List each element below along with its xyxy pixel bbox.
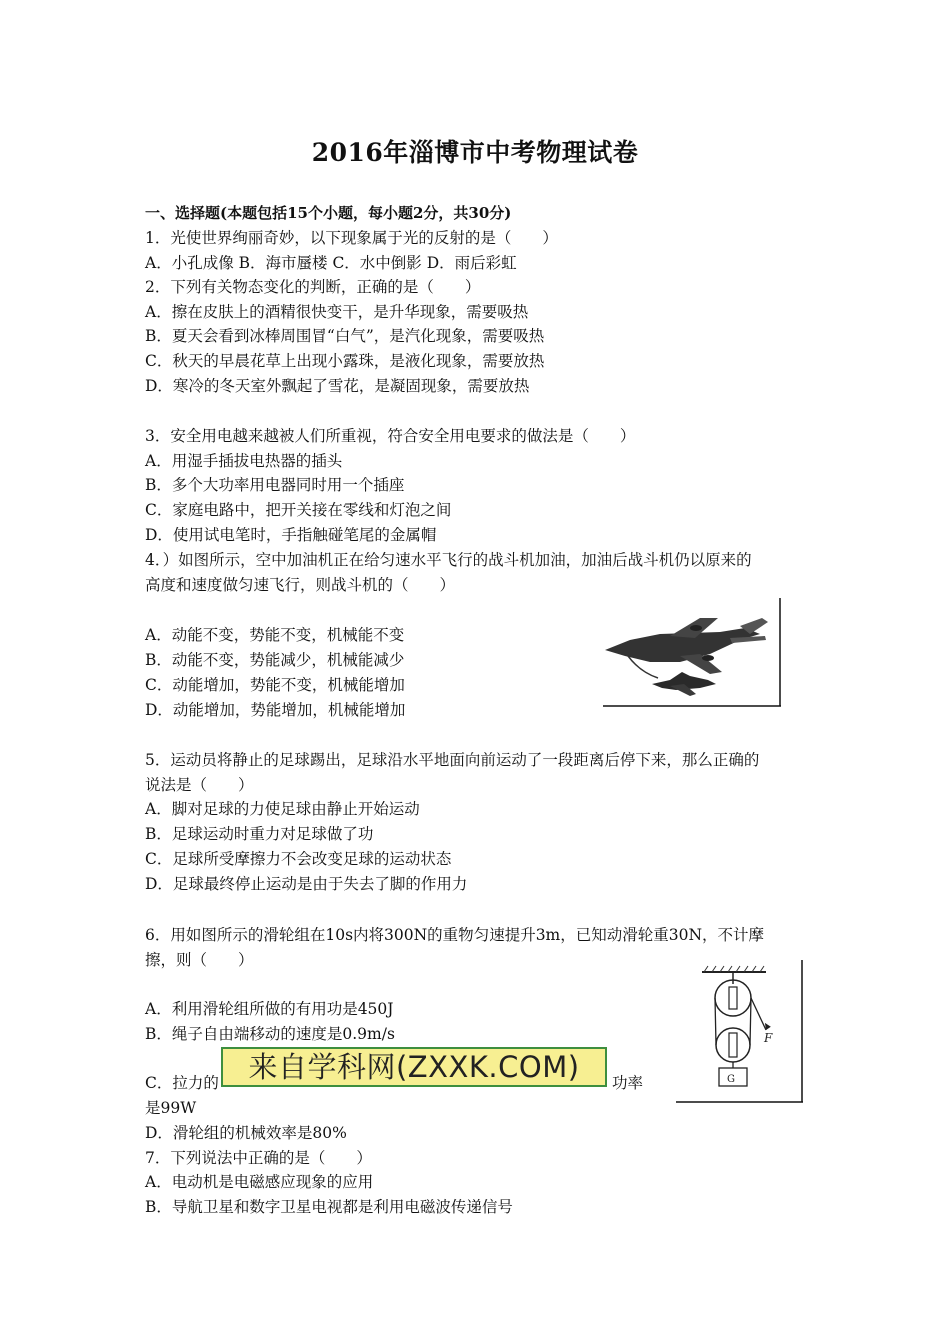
question-7-stem: 7．下列说法中正确的是（ ） xyxy=(145,1149,372,1167)
question-6-option-c-end: 功率 xyxy=(612,1074,644,1092)
weight-block-icon xyxy=(719,1068,747,1086)
question-7-option-b: B．导航卫星和数字卫星电视都是利用电磁波传递信号 xyxy=(145,1198,513,1216)
question-6-option-d: D．滑轮组的机械效率是80% xyxy=(145,1124,347,1142)
pulley-system-figure xyxy=(674,958,808,1104)
refueling-aircraft-figure xyxy=(600,596,786,710)
question-4-stem-line-1: 4．）如图所示，空中加油机正在给匀速水平飞行的战斗机加油，加油后战斗机仍以原来的 xyxy=(145,551,752,569)
question-3-stem: 3．安全用电越来越被人们所重视，符合安全用电要求的做法是（ ） xyxy=(145,427,636,445)
fighter-jet-icon xyxy=(652,672,716,696)
question-6-option-a: A．利用滑轮组所做的有用功是450J xyxy=(145,1000,394,1018)
ceiling-hatch-icon xyxy=(702,966,766,972)
fixed-pulley-icon xyxy=(715,980,751,1016)
question-4-option-d: D．动能增加，势能增加，机械能增加 xyxy=(145,701,406,719)
question-4-option-c: C．动能增加，势能不变，机械能增加 xyxy=(145,676,405,694)
question-5-option-a: A．脚对足球的力使足球由静止开始运动 xyxy=(145,800,420,818)
question-4-option-a: A．动能不变，势能不变，机械能不变 xyxy=(145,626,405,644)
question-1-options: A．小孔成像 B．海市蜃楼 C．水中倒影 D．雨后彩虹 xyxy=(145,254,517,272)
question-6-option-c-start: C．拉力的 xyxy=(145,1074,219,1092)
question-6-stem-line-2: 擦，则（ ） xyxy=(145,951,254,969)
question-1-stem: 1．光使世界绚丽奇妙，以下现象属于光的反射的是（ ） xyxy=(145,229,558,247)
weight-label: G xyxy=(727,1074,735,1085)
question-3-option-c: C．家庭电路中，把开关接在零线和灯泡之间 xyxy=(145,501,452,519)
question-5-option-d: D．足球最终停止运动是由于失去了脚的作用力 xyxy=(145,875,468,893)
question-4-stem-line-2: 高度和速度做匀速飞行，则战斗机的（ ） xyxy=(145,576,456,594)
question-3-option-b: B．多个大功率用电器同时用一个插座 xyxy=(145,476,405,494)
question-5-option-b: B．足球运动时重力对足球做了功 xyxy=(145,825,374,843)
question-3-option-a: A．用湿手插拔电热器的插头 xyxy=(145,452,343,470)
question-7-option-a: A．电动机是电磁感应现象的应用 xyxy=(145,1173,374,1191)
watermark-banner: 来自学科网(ZXXK.COM) xyxy=(221,1047,607,1087)
section-heading: 一、选择题(本题包括15个小题，每小题2分，共30分) xyxy=(145,204,512,222)
page-title: 2016年淄博市中考物理试卷 xyxy=(311,138,639,167)
question-5-stem-line-1: 5．运动员将静止的足球踢出，足球沿水平地面向前运动了一段距离后停下来，那么正确的 xyxy=(145,751,760,769)
question-5-stem-line-2: 说法是（ ） xyxy=(145,776,254,794)
question-2-option-c: C．秋天的早晨花草上出现小露珠，是液化现象，需要放热 xyxy=(145,352,545,370)
question-6-option-b: B．绳子自由端移动的速度是0.9m/s xyxy=(145,1025,395,1043)
question-2-option-a: A．擦在皮肤上的酒精很快变干，是升华现象，需要吸热 xyxy=(145,303,529,321)
movable-pulley-icon xyxy=(716,1028,750,1062)
question-5-option-c: C．足球所受摩擦力不会改变足球的运动状态 xyxy=(145,850,452,868)
question-4-option-b: B．动能不变，势能减少，机械能减少 xyxy=(145,651,405,669)
question-2-option-d: D．寒冷的冬天室外飘起了雪花，是凝固现象，需要放热 xyxy=(145,377,530,395)
question-6-option-c-continued: 是99W xyxy=(145,1099,197,1117)
force-label: F xyxy=(764,1031,773,1045)
question-6-stem-line-1: 6．用如图所示的滑轮组在10s内将300N的重物匀速提升3m，已知动滑轮重30N，不计摩 xyxy=(145,926,765,944)
question-3-option-d: D．使用试电笔时，手指触碰笔尾的金属帽 xyxy=(145,526,437,544)
question-2-stem: 2．下列有关物态变化的判断，正确的是（ ） xyxy=(145,278,481,296)
question-2-option-b: B．夏天会看到冰棒周围冒“白气”，是汽化现象，需要吸热 xyxy=(145,327,545,345)
tanker-plane-icon xyxy=(605,618,768,674)
